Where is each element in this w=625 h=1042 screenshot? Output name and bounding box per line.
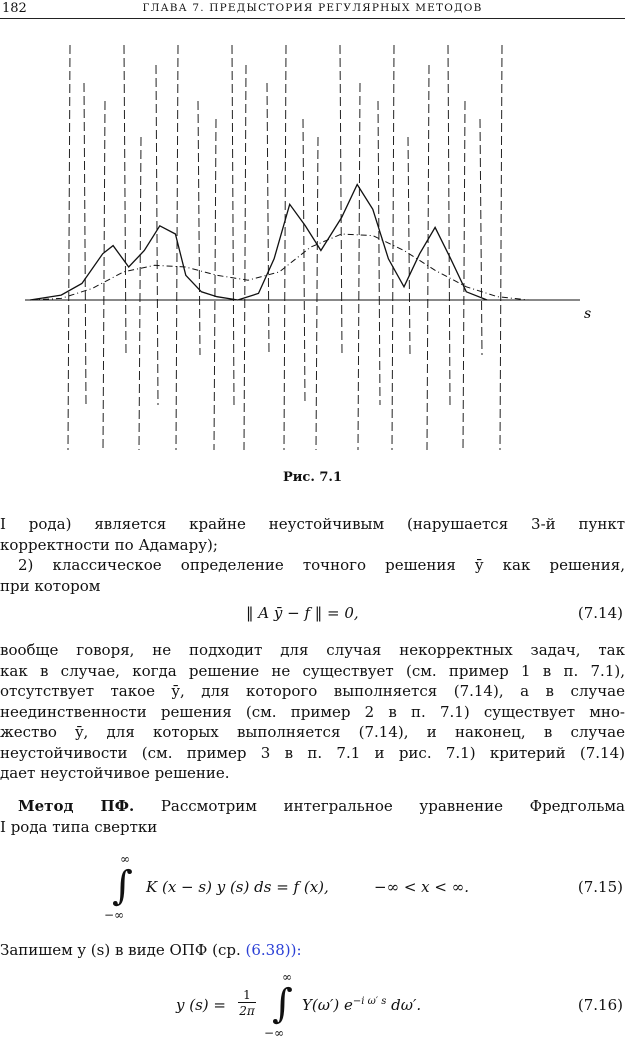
dashed-oscillation-line xyxy=(214,119,216,450)
text-line: отсутствует такое ȳ, для которого выполняется (7.14), а в случае xyxy=(0,682,625,700)
equation-integrand xyxy=(302,996,421,1014)
text-line: I рода типа свертки xyxy=(0,817,158,836)
dashed-oscillation-line xyxy=(68,45,70,450)
text-line xyxy=(0,940,625,961)
dashed-oscillation-line xyxy=(244,65,246,450)
header-rule xyxy=(0,18,625,19)
integral-upper-limit: ∞ xyxy=(282,970,292,984)
dashed-oscillation-line xyxy=(500,45,502,450)
dashed-oscillation-line xyxy=(316,137,318,450)
text-line: как в случае, когда решение не существует (см. пример 1 в п. 7.1), xyxy=(0,661,625,680)
dashed-oscillation-line xyxy=(358,83,360,450)
equation-reference-link[interactable]: (6.38)): xyxy=(245,941,302,959)
regularized-solution-curve xyxy=(30,185,487,301)
equation-expression: K (x − s) y (s) ds = f (x), xyxy=(146,878,329,896)
integral-upper-limit: ∞ xyxy=(120,852,130,866)
method-heading: Метод ПФ. xyxy=(18,797,135,815)
dashed-oscillation-line xyxy=(84,83,86,405)
paragraph-3-text: Запишем y (s) в виде ОПФ (ср. xyxy=(0,941,241,959)
dashed-oscillation-line xyxy=(232,45,234,405)
dashed-oscillation-line xyxy=(267,83,269,355)
dashed-oscillation-line xyxy=(378,101,380,405)
equation-number: (7.16) xyxy=(577,996,623,1014)
text-line: при котором xyxy=(0,576,101,595)
dashed-oscillation-line xyxy=(176,45,178,450)
dashed-oscillation-line xyxy=(103,101,105,450)
equation-number: (7.15) xyxy=(577,878,623,896)
page-number: 182 xyxy=(2,1,27,16)
dashed-oscillation-line xyxy=(392,45,394,450)
integral-lower-limit: −∞ xyxy=(104,908,125,922)
dashed-oscillation-line xyxy=(124,45,126,355)
paragraph-2 xyxy=(0,640,625,784)
dashed-oscillation-line xyxy=(480,119,482,355)
integrand-tail: dω′. xyxy=(386,996,422,1014)
fraction-numerator: 1 xyxy=(238,988,256,1003)
equation-7-16 xyxy=(0,970,625,1042)
dashed-oscillation-line xyxy=(284,45,286,450)
exact-solution-curve xyxy=(30,234,529,300)
integral-sign: ∫ xyxy=(272,981,293,1027)
solution-curves xyxy=(30,185,529,301)
dashed-oscillation-line xyxy=(463,101,465,450)
dashed-oscillation-line xyxy=(198,101,200,355)
text-line: жество ȳ, для которых выполняется (7.14), и наконец, в случае xyxy=(0,723,625,741)
integral-lower-limit: −∞ xyxy=(264,1026,285,1040)
integrand-exponent: −i ω′ s xyxy=(352,996,387,1007)
method-paragraph xyxy=(0,796,625,837)
dashed-oscillation-line xyxy=(427,65,429,450)
dashed-oscillation-lines xyxy=(68,45,502,450)
method-line-1: Рассмотрим интегральное уравнение Фредгольма xyxy=(160,797,625,815)
text-line xyxy=(0,796,625,817)
dashed-oscillation-line xyxy=(139,137,141,450)
axis-label-s: s xyxy=(584,306,592,322)
integral-sign: ∫ xyxy=(112,863,133,909)
figure-caption: Рис. 7.1 xyxy=(282,470,342,485)
text-line: неустойчивости (см. пример 3 в п. 7.1 и рис. 7.1) критерий (7.14) xyxy=(0,743,625,762)
equation-7-15 xyxy=(0,852,625,924)
dashed-oscillation-line xyxy=(408,137,410,355)
running-title: ГЛАВА 7. ПРЕДЫСТОРИЯ РЕГУЛЯРНЫХ МЕТОДОВ xyxy=(142,2,483,14)
text-line: дает неустойчивое решение. xyxy=(0,764,230,782)
equation-lhs: y (s) = xyxy=(176,996,226,1014)
text-line: корректности по Адамару); xyxy=(0,535,218,554)
dashed-oscillation-line xyxy=(448,45,450,405)
equation-condition: −∞ < x < ∞. xyxy=(374,878,469,896)
dashed-oscillation-line xyxy=(340,45,342,355)
running-header xyxy=(0,0,625,22)
dashed-oscillation-line xyxy=(303,119,305,405)
equation-7-14 xyxy=(0,604,625,626)
dashed-oscillation-line xyxy=(156,65,158,405)
figure-7-1 xyxy=(0,30,625,460)
fraction-denominator: 2π xyxy=(239,1004,255,1018)
text-line: неединственности решения (см. пример 2 в п. 7.1) существует мно- xyxy=(0,702,625,721)
paragraph-1 xyxy=(0,514,625,596)
text-line: 2) классическое определение точного решения ȳ как решения, xyxy=(18,556,625,574)
text-line: вообще говоря, не подходит для случая некорректных задач, так xyxy=(0,641,625,659)
integrand-base: Y(ω′) e xyxy=(302,996,353,1014)
paragraph-3 xyxy=(0,940,625,961)
text-line: I рода) является крайне неустойчивым (нарушается 3-й пункт xyxy=(0,515,625,533)
equation-expression: ‖ A ȳ − f ‖ = 0, xyxy=(246,604,359,622)
equation-number: (7.14) xyxy=(577,604,623,622)
